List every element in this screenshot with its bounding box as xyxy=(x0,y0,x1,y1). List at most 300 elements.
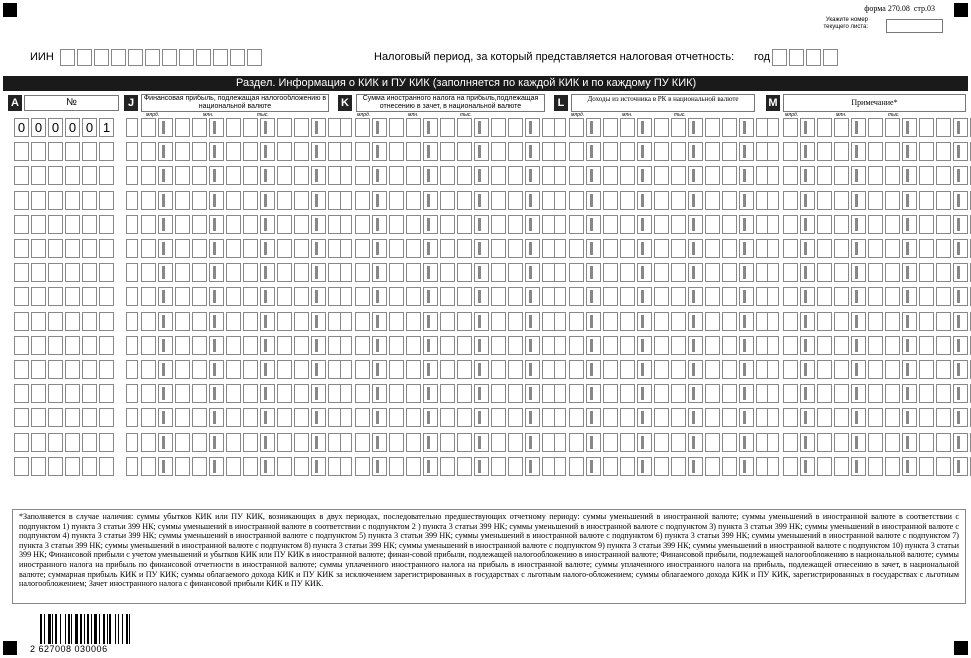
amount-digit-cell[interactable] xyxy=(226,360,241,379)
row-marker-cell[interactable] xyxy=(767,433,779,452)
amount-digit-cell[interactable] xyxy=(868,239,883,258)
amount-digit-cell[interactable] xyxy=(440,408,455,427)
amount-digit-cell[interactable] xyxy=(800,166,815,185)
amount-digit-cell[interactable] xyxy=(688,336,703,355)
amount-digit-cell[interactable] xyxy=(294,287,309,306)
amount-digit-cell[interactable] xyxy=(508,191,523,210)
number-digit-cell[interactable] xyxy=(14,360,29,379)
row-marker-cell[interactable] xyxy=(554,215,566,234)
amount-digit-cell[interactable] xyxy=(705,166,720,185)
amount-digit-cell[interactable] xyxy=(141,360,156,379)
amount-digit-cell[interactable] xyxy=(722,312,737,331)
amount-digit-cell[interactable] xyxy=(525,287,540,306)
amount-digit-cell[interactable] xyxy=(637,166,652,185)
amount-digit-cell[interactable] xyxy=(491,142,506,161)
amount-digit-cell[interactable] xyxy=(800,457,815,476)
number-digit-cell[interactable] xyxy=(31,384,46,403)
amount-digit-cell[interactable] xyxy=(637,118,652,137)
amount-digit-cell[interactable] xyxy=(722,215,737,234)
iin-digit-cell[interactable] xyxy=(213,49,228,66)
amount-digit-cell[interactable] xyxy=(654,287,669,306)
amount-digit-cell[interactable] xyxy=(569,287,584,306)
amount-digit-cell[interactable] xyxy=(688,408,703,427)
number-digit-cell[interactable] xyxy=(48,215,63,234)
number-digit-cell[interactable] xyxy=(82,239,97,258)
amount-digit-cell[interactable] xyxy=(372,239,387,258)
amount-digit-cell[interactable] xyxy=(919,263,934,282)
amount-digit-cell[interactable] xyxy=(294,239,309,258)
amount-digit-cell[interactable] xyxy=(226,433,241,452)
amount-digit-cell[interactable] xyxy=(919,457,934,476)
amount-digit-cell[interactable] xyxy=(508,142,523,161)
amount-digit-cell[interactable] xyxy=(722,166,737,185)
amount-digit-cell[interactable] xyxy=(355,118,370,137)
amount-digit-cell[interactable] xyxy=(474,263,489,282)
amount-digit-cell[interactable] xyxy=(508,239,523,258)
amount-digit-cell[interactable] xyxy=(603,191,618,210)
amount-digit-cell[interactable] xyxy=(175,360,190,379)
amount-digit-cell[interactable] xyxy=(406,142,421,161)
row-number-cells[interactable] xyxy=(14,433,116,452)
amount-digit-cell[interactable] xyxy=(688,118,703,137)
amount-digit-cell[interactable] xyxy=(277,287,292,306)
col-l-amount-cells[interactable] xyxy=(569,433,773,452)
amount-digit-cell[interactable] xyxy=(525,408,540,427)
amount-digit-cell[interactable] xyxy=(783,360,798,379)
amount-digit-cell[interactable] xyxy=(389,457,404,476)
amount-digit-cell[interactable] xyxy=(603,408,618,427)
amount-digit-cell[interactable] xyxy=(158,263,173,282)
amount-digit-cell[interactable] xyxy=(919,215,934,234)
amount-digit-cell[interactable] xyxy=(637,457,652,476)
amount-digit-cell[interactable] xyxy=(902,142,917,161)
amount-digit-cell[interactable] xyxy=(569,360,584,379)
amount-digit-cell[interactable] xyxy=(491,433,506,452)
amount-digit-cell[interactable] xyxy=(372,166,387,185)
amount-digit-cell[interactable] xyxy=(226,457,241,476)
amount-digit-cell[interactable] xyxy=(158,287,173,306)
number-digit-cell[interactable] xyxy=(82,384,97,403)
amount-digit-cell[interactable] xyxy=(243,408,258,427)
amount-digit-cell[interactable] xyxy=(158,384,173,403)
amount-digit-cell[interactable] xyxy=(868,191,883,210)
amount-digit-cell[interactable] xyxy=(671,166,686,185)
amount-digit-cell[interactable] xyxy=(311,457,326,476)
amount-digit-cell[interactable] xyxy=(936,118,951,137)
amount-digit-cell[interactable] xyxy=(834,191,849,210)
amount-digit-cell[interactable] xyxy=(800,408,815,427)
amount-digit-cell[interactable] xyxy=(372,433,387,452)
amount-digit-cell[interactable] xyxy=(586,384,601,403)
number-digit-cell[interactable] xyxy=(31,215,46,234)
amount-digit-cell[interactable] xyxy=(705,142,720,161)
amount-digit-cell[interactable] xyxy=(705,215,720,234)
amount-digit-cell[interactable] xyxy=(885,336,900,355)
amount-digit-cell[interactable] xyxy=(620,384,635,403)
number-digit-cell[interactable] xyxy=(82,263,97,282)
amount-digit-cell[interactable] xyxy=(586,457,601,476)
iin-digit-cell[interactable] xyxy=(60,49,75,66)
amount-digit-cell[interactable] xyxy=(834,384,849,403)
amount-digit-cell[interactable] xyxy=(671,433,686,452)
amount-digit-cell[interactable] xyxy=(209,312,224,331)
row-marker-cell[interactable] xyxy=(554,166,566,185)
amount-digit-cell[interactable] xyxy=(953,312,968,331)
amount-digit-cell[interactable] xyxy=(722,287,737,306)
amount-digit-cell[interactable] xyxy=(457,142,472,161)
amount-digit-cell[interactable] xyxy=(192,336,207,355)
amount-digit-cell[interactable] xyxy=(474,118,489,137)
amount-digit-cell[interactable] xyxy=(868,312,883,331)
amount-digit-cell[interactable] xyxy=(800,142,815,161)
amount-digit-cell[interactable] xyxy=(474,360,489,379)
amount-digit-cell[interactable] xyxy=(457,384,472,403)
amount-digit-cell[interactable] xyxy=(423,433,438,452)
number-digit-cell[interactable] xyxy=(99,166,114,185)
col-m-amount-cells[interactable] xyxy=(783,166,971,185)
amount-digit-cell[interactable] xyxy=(671,191,686,210)
amount-digit-cell[interactable] xyxy=(885,384,900,403)
iin-digit-cell[interactable] xyxy=(179,49,194,66)
amount-digit-cell[interactable] xyxy=(209,408,224,427)
amount-digit-cell[interactable] xyxy=(603,263,618,282)
amount-digit-cell[interactable] xyxy=(569,239,584,258)
amount-digit-cell[interactable] xyxy=(620,433,635,452)
amount-digit-cell[interactable] xyxy=(569,215,584,234)
amount-digit-cell[interactable] xyxy=(569,312,584,331)
amount-digit-cell[interactable] xyxy=(525,312,540,331)
number-digit-cell[interactable] xyxy=(14,336,29,355)
amount-digit-cell[interactable] xyxy=(243,360,258,379)
amount-digit-cell[interactable] xyxy=(586,166,601,185)
col-l-amount-cells[interactable] xyxy=(569,142,773,161)
amount-digit-cell[interactable] xyxy=(783,457,798,476)
amount-digit-cell[interactable] xyxy=(474,191,489,210)
amount-digit-cell[interactable] xyxy=(586,408,601,427)
col-k-amount-cells[interactable] xyxy=(355,457,559,476)
amount-digit-cell[interactable] xyxy=(423,239,438,258)
row-marker-cell[interactable] xyxy=(554,239,566,258)
amount-digit-cell[interactable] xyxy=(885,191,900,210)
amount-digit-cell[interactable] xyxy=(525,384,540,403)
number-digit-cell[interactable] xyxy=(14,433,29,452)
amount-digit-cell[interactable] xyxy=(406,336,421,355)
amount-digit-cell[interactable] xyxy=(817,239,832,258)
amount-digit-cell[interactable] xyxy=(739,312,754,331)
amount-digit-cell[interactable] xyxy=(851,457,866,476)
amount-digit-cell[interactable] xyxy=(739,239,754,258)
number-digit-cell[interactable] xyxy=(14,312,29,331)
number-digit-cell[interactable] xyxy=(31,360,46,379)
amount-digit-cell[interactable] xyxy=(175,239,190,258)
number-digit-cell[interactable] xyxy=(48,384,63,403)
amount-digit-cell[interactable] xyxy=(158,336,173,355)
row-number-cells[interactable] xyxy=(14,142,116,161)
row-number-cells[interactable] xyxy=(14,191,116,210)
amount-digit-cell[interactable] xyxy=(355,336,370,355)
amount-digit-cell[interactable] xyxy=(260,215,275,234)
amount-digit-cell[interactable] xyxy=(158,408,173,427)
amount-digit-cell[interactable] xyxy=(389,360,404,379)
amount-digit-cell[interactable] xyxy=(525,166,540,185)
amount-digit-cell[interactable] xyxy=(800,312,815,331)
amount-digit-cell[interactable] xyxy=(192,239,207,258)
amount-digit-cell[interactable] xyxy=(953,433,968,452)
amount-digit-cell[interactable] xyxy=(739,384,754,403)
amount-digit-cell[interactable] xyxy=(654,408,669,427)
amount-digit-cell[interactable] xyxy=(440,263,455,282)
amount-digit-cell[interactable] xyxy=(277,433,292,452)
col-k-amount-cells[interactable] xyxy=(355,166,559,185)
row-marker-cell[interactable] xyxy=(767,166,779,185)
amount-digit-cell[interactable] xyxy=(953,166,968,185)
amount-digit-cell[interactable] xyxy=(141,166,156,185)
amount-digit-cell[interactable] xyxy=(192,408,207,427)
amount-digit-cell[interactable] xyxy=(783,191,798,210)
amount-digit-cell[interactable] xyxy=(158,239,173,258)
amount-digit-cell[interactable] xyxy=(569,166,584,185)
number-digit-cell[interactable] xyxy=(31,142,46,161)
amount-digit-cell[interactable] xyxy=(586,336,601,355)
amount-digit-cell[interactable] xyxy=(919,142,934,161)
amount-digit-cell[interactable] xyxy=(277,118,292,137)
number-digit-cell[interactable] xyxy=(99,215,114,234)
amount-digit-cell[interactable] xyxy=(474,142,489,161)
row-marker-cell[interactable] xyxy=(767,191,779,210)
amount-digit-cell[interactable] xyxy=(192,142,207,161)
amount-digit-cell[interactable] xyxy=(868,384,883,403)
iin-cells[interactable] xyxy=(60,49,264,66)
amount-digit-cell[interactable] xyxy=(423,457,438,476)
amount-digit-cell[interactable] xyxy=(834,433,849,452)
amount-digit-cell[interactable] xyxy=(671,118,686,137)
amount-digit-cell[interactable] xyxy=(141,312,156,331)
amount-digit-cell[interactable] xyxy=(739,433,754,452)
amount-digit-cell[interactable] xyxy=(783,263,798,282)
amount-digit-cell[interactable] xyxy=(603,118,618,137)
amount-digit-cell[interactable] xyxy=(474,166,489,185)
row-marker-cell[interactable] xyxy=(126,142,138,161)
amount-digit-cell[interactable] xyxy=(936,287,951,306)
row-marker-cell[interactable] xyxy=(767,336,779,355)
amount-digit-cell[interactable] xyxy=(277,360,292,379)
amount-digit-cell[interactable] xyxy=(508,312,523,331)
number-digit-cell[interactable]: 0 xyxy=(14,118,29,137)
amount-digit-cell[interactable] xyxy=(141,239,156,258)
amount-digit-cell[interactable] xyxy=(491,457,506,476)
row-marker-cell[interactable] xyxy=(126,191,138,210)
amount-digit-cell[interactable] xyxy=(406,312,421,331)
amount-digit-cell[interactable] xyxy=(372,457,387,476)
col-k-amount-cells[interactable] xyxy=(355,408,559,427)
amount-digit-cell[interactable] xyxy=(209,263,224,282)
amount-digit-cell[interactable] xyxy=(637,263,652,282)
amount-digit-cell[interactable] xyxy=(192,433,207,452)
amount-digit-cell[interactable] xyxy=(277,312,292,331)
amount-digit-cell[interactable] xyxy=(406,433,421,452)
amount-digit-cell[interactable] xyxy=(902,433,917,452)
amount-digit-cell[interactable] xyxy=(603,336,618,355)
col-l-amount-cells[interactable] xyxy=(569,287,773,306)
amount-digit-cell[interactable] xyxy=(705,312,720,331)
amount-digit-cell[interactable] xyxy=(620,287,635,306)
row-marker-cell[interactable] xyxy=(340,215,352,234)
amount-digit-cell[interactable] xyxy=(586,433,601,452)
amount-digit-cell[interactable] xyxy=(491,312,506,331)
year-digit-cell[interactable] xyxy=(806,49,821,66)
number-digit-cell[interactable] xyxy=(65,215,80,234)
col-m-amount-cells[interactable] xyxy=(783,433,971,452)
col-m-amount-cells[interactable] xyxy=(783,360,971,379)
amount-digit-cell[interactable] xyxy=(209,215,224,234)
row-marker-cell[interactable] xyxy=(126,408,138,427)
amount-digit-cell[interactable] xyxy=(277,457,292,476)
row-marker-cell[interactable] xyxy=(767,360,779,379)
amount-digit-cell[interactable] xyxy=(423,408,438,427)
amount-digit-cell[interactable] xyxy=(389,142,404,161)
col-k-amount-cells[interactable] xyxy=(355,287,559,306)
amount-digit-cell[interactable] xyxy=(953,287,968,306)
col-k-amount-cells[interactable] xyxy=(355,384,559,403)
number-digit-cell[interactable] xyxy=(99,287,114,306)
row-marker-cell[interactable] xyxy=(554,191,566,210)
amount-digit-cell[interactable] xyxy=(705,191,720,210)
amount-digit-cell[interactable] xyxy=(688,142,703,161)
amount-digit-cell[interactable] xyxy=(851,360,866,379)
number-digit-cell[interactable] xyxy=(31,336,46,355)
amount-digit-cell[interactable] xyxy=(688,360,703,379)
amount-digit-cell[interactable] xyxy=(226,336,241,355)
amount-digit-cell[interactable] xyxy=(525,433,540,452)
amount-digit-cell[interactable] xyxy=(851,336,866,355)
amount-digit-cell[interactable] xyxy=(637,360,652,379)
amount-digit-cell[interactable] xyxy=(226,408,241,427)
number-digit-cell[interactable] xyxy=(31,287,46,306)
amount-digit-cell[interactable] xyxy=(671,239,686,258)
amount-digit-cell[interactable] xyxy=(243,433,258,452)
col-m-amount-cells[interactable] xyxy=(783,457,971,476)
amount-digit-cell[interactable] xyxy=(620,457,635,476)
row-marker-cell[interactable] xyxy=(126,457,138,476)
amount-digit-cell[interactable] xyxy=(800,384,815,403)
amount-digit-cell[interactable] xyxy=(525,239,540,258)
number-digit-cell[interactable] xyxy=(65,360,80,379)
amount-digit-cell[interactable] xyxy=(209,239,224,258)
col-l-amount-cells[interactable] xyxy=(569,457,773,476)
amount-digit-cell[interactable] xyxy=(260,263,275,282)
row-number-cells[interactable] xyxy=(14,215,116,234)
amount-digit-cell[interactable] xyxy=(739,287,754,306)
amount-digit-cell[interactable] xyxy=(783,215,798,234)
amount-digit-cell[interactable] xyxy=(936,239,951,258)
amount-digit-cell[interactable] xyxy=(885,215,900,234)
amount-digit-cell[interactable] xyxy=(902,166,917,185)
amount-digit-cell[interactable] xyxy=(654,457,669,476)
amount-digit-cell[interactable] xyxy=(739,215,754,234)
col-j-amount-cells[interactable] xyxy=(141,263,345,282)
col-k-amount-cells[interactable] xyxy=(355,336,559,355)
year-digit-cell[interactable] xyxy=(823,49,838,66)
amount-digit-cell[interactable] xyxy=(372,142,387,161)
amount-digit-cell[interactable] xyxy=(457,336,472,355)
iin-digit-cell[interactable] xyxy=(230,49,245,66)
amount-digit-cell[interactable] xyxy=(175,384,190,403)
amount-digit-cell[interactable] xyxy=(800,239,815,258)
amount-digit-cell[interactable] xyxy=(406,239,421,258)
amount-digit-cell[interactable] xyxy=(294,457,309,476)
number-digit-cell[interactable] xyxy=(14,191,29,210)
amount-digit-cell[interactable] xyxy=(569,384,584,403)
amount-digit-cell[interactable] xyxy=(739,408,754,427)
amount-digit-cell[interactable] xyxy=(783,408,798,427)
number-digit-cell[interactable] xyxy=(65,384,80,403)
amount-digit-cell[interactable] xyxy=(226,191,241,210)
amount-digit-cell[interactable] xyxy=(834,312,849,331)
amount-digit-cell[interactable] xyxy=(637,287,652,306)
amount-digit-cell[interactable] xyxy=(474,239,489,258)
amount-digit-cell[interactable] xyxy=(243,336,258,355)
amount-digit-cell[interactable] xyxy=(834,142,849,161)
amount-digit-cell[interactable] xyxy=(294,263,309,282)
amount-digit-cell[interactable] xyxy=(440,166,455,185)
amount-digit-cell[interactable] xyxy=(175,457,190,476)
amount-digit-cell[interactable] xyxy=(603,239,618,258)
amount-digit-cell[interactable] xyxy=(175,263,190,282)
amount-digit-cell[interactable] xyxy=(783,118,798,137)
col-k-amount-cells[interactable] xyxy=(355,360,559,379)
amount-digit-cell[interactable] xyxy=(175,166,190,185)
col-l-amount-cells[interactable] xyxy=(569,384,773,403)
amount-digit-cell[interactable] xyxy=(654,312,669,331)
amount-digit-cell[interactable] xyxy=(902,360,917,379)
number-digit-cell[interactable] xyxy=(48,263,63,282)
amount-digit-cell[interactable] xyxy=(620,118,635,137)
amount-digit-cell[interactable] xyxy=(457,312,472,331)
amount-digit-cell[interactable] xyxy=(260,408,275,427)
amount-digit-cell[interactable] xyxy=(406,191,421,210)
number-digit-cell[interactable] xyxy=(48,142,63,161)
amount-digit-cell[interactable] xyxy=(243,191,258,210)
col-j-amount-cells[interactable] xyxy=(141,287,345,306)
row-marker-cell[interactable] xyxy=(126,336,138,355)
amount-digit-cell[interactable] xyxy=(671,312,686,331)
amount-digit-cell[interactable] xyxy=(671,215,686,234)
amount-digit-cell[interactable] xyxy=(508,336,523,355)
amount-digit-cell[interactable] xyxy=(294,360,309,379)
amount-digit-cell[interactable] xyxy=(158,142,173,161)
row-marker-cell[interactable] xyxy=(126,215,138,234)
amount-digit-cell[interactable] xyxy=(722,191,737,210)
amount-digit-cell[interactable] xyxy=(817,408,832,427)
amount-digit-cell[interactable] xyxy=(739,457,754,476)
amount-digit-cell[interactable] xyxy=(688,312,703,331)
amount-digit-cell[interactable] xyxy=(389,287,404,306)
amount-digit-cell[interactable] xyxy=(260,457,275,476)
amount-digit-cell[interactable] xyxy=(722,239,737,258)
amount-digit-cell[interactable] xyxy=(311,118,326,137)
amount-digit-cell[interactable] xyxy=(620,142,635,161)
amount-digit-cell[interactable] xyxy=(586,142,601,161)
amount-digit-cell[interactable] xyxy=(637,215,652,234)
col-l-amount-cells[interactable] xyxy=(569,166,773,185)
number-digit-cell[interactable] xyxy=(14,263,29,282)
amount-digit-cell[interactable] xyxy=(294,312,309,331)
amount-digit-cell[interactable] xyxy=(637,408,652,427)
amount-digit-cell[interactable] xyxy=(654,263,669,282)
amount-digit-cell[interactable] xyxy=(834,239,849,258)
amount-digit-cell[interactable] xyxy=(209,384,224,403)
row-number-cells[interactable] xyxy=(14,360,116,379)
